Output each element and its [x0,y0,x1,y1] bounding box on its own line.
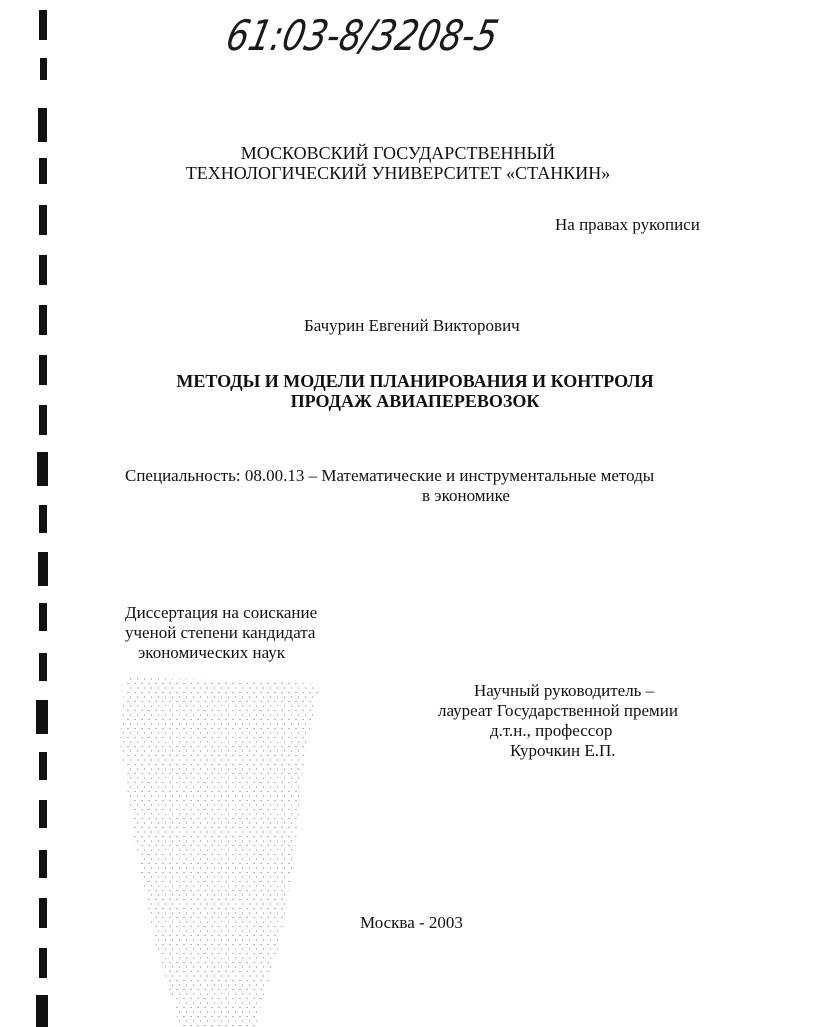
degree-line-2: ученой степени кандидата [125,623,316,642]
degree-line-1: Диссертация на соискание [125,603,318,622]
archive-number: 61:03-8/3208-5 [221,12,559,61]
thesis-title-line-1: МЕТОДЫ И МОДЕЛИ ПЛАНИРОВАНИЯ И КОНТРОЛЯ [176,371,654,391]
manuscript-rights: На правах рукописи [555,215,700,234]
supervisor-line-4: Курочкин Е.П. [510,741,616,760]
supervisor-line-1: Научный руководитель – [474,681,655,700]
scan-stain [105,672,340,1027]
place-year: Москва - 2003 [360,913,463,932]
author-name: Бачурин Евгений Викторович [304,316,520,335]
institution-line-1: МОСКОВСКИЙ ГОСУДАРСТВЕННЫЙ [240,143,556,163]
specialty-line-2: в экономике [422,486,510,505]
degree-line-3: экономических наук [138,643,286,662]
supervisor-line-3: д.т.н., профессор [490,721,613,740]
archive-number-handwritten [221,4,559,76]
supervisor-line-2: лауреат Государственной премии [438,701,678,720]
thesis-title-line-2: ПРОДАЖ АВИАПЕРЕВОЗОК [290,391,540,411]
specialty-line-1: Специальность: 08.00.13 – Математические и инструментальные методы [125,466,655,485]
institution-line-2: ТЕХНОЛОГИЧЕСКИЙ УНИВЕРСИТЕТ «СТАНКИН» [185,163,611,183]
